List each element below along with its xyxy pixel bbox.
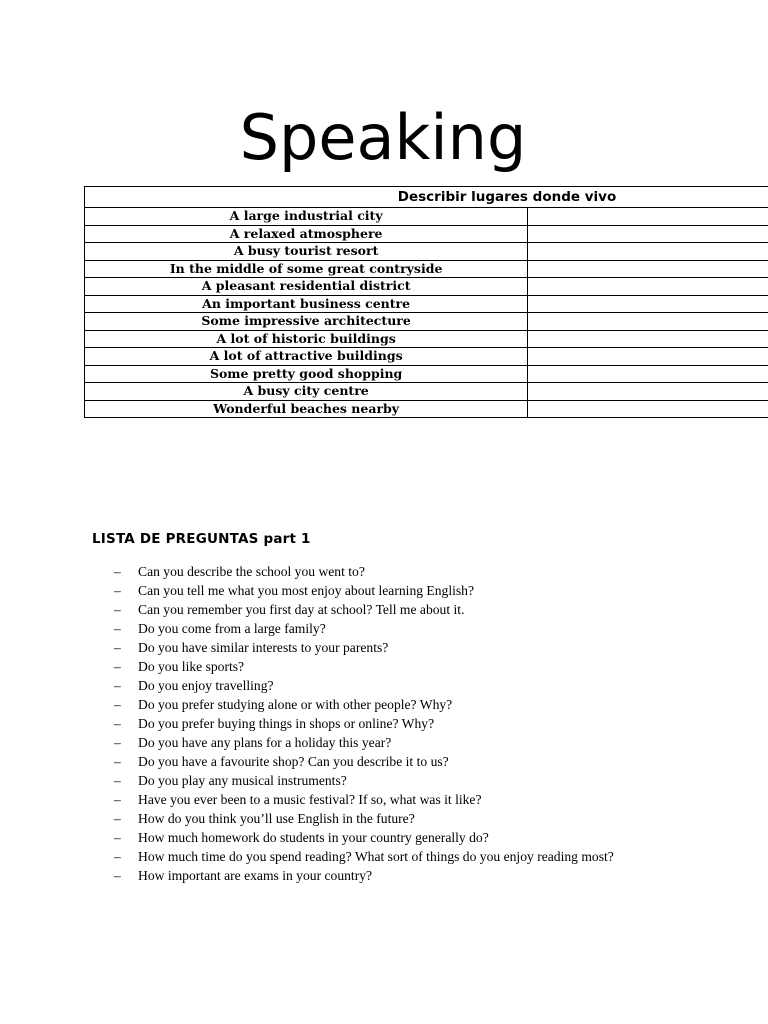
questions-heading: LISTA DE PREGUNTAS part 1 (92, 531, 311, 547)
question-text: How much time do you spend reading? What sort of things do you enjoy reading most? (138, 849, 614, 864)
question-item (114, 638, 654, 657)
place-cell: A lot of historic buildings (85, 330, 528, 348)
question-item (114, 752, 654, 771)
place-cell: Wonderful beaches nearby (85, 400, 528, 418)
table-row (85, 243, 768, 261)
answer-cell (528, 383, 768, 401)
question-text: How much homework do students in your country generally do? (138, 830, 489, 845)
dash-bullet: – (114, 735, 121, 750)
question-item (114, 676, 654, 695)
table-row (85, 383, 768, 401)
questions-list (114, 562, 654, 885)
question-text: Do you play any musical instruments? (138, 773, 347, 788)
dash-bullet: – (114, 621, 121, 636)
question-item (114, 771, 654, 790)
question-text: How important are exams in your country? (138, 868, 373, 883)
answer-cell (528, 208, 768, 226)
question-text: Do you prefer studying alone or with other people? Why? (138, 697, 453, 712)
place-cell: A relaxed atmosphere (85, 225, 528, 243)
question-item (114, 600, 654, 619)
question-text: Can you remember you first day at school? Tell me about it. (138, 602, 465, 617)
question-text: Do you enjoy travelling? (138, 678, 274, 693)
question-text: Do you have any plans for a holiday this year? (138, 735, 392, 750)
table-row (85, 260, 768, 278)
table-row (85, 208, 768, 226)
page-title: Speaking (239, 101, 527, 174)
table-row (85, 400, 768, 418)
place-cell: A large industrial city (85, 208, 528, 226)
dash-bullet: – (114, 792, 121, 807)
question-item (114, 619, 654, 638)
answer-cell (528, 243, 768, 261)
place-cell: Some impressive architecture (85, 313, 528, 331)
answer-cell (528, 225, 768, 243)
table-header: Describir lugares donde vivo (85, 187, 768, 208)
question-text: How do you think you’ll use English in the future? (138, 811, 415, 826)
place-cell: In the middle of some great contryside (85, 260, 528, 278)
answer-cell (528, 260, 768, 278)
answer-cell (528, 348, 768, 366)
dash-bullet: – (114, 754, 121, 769)
dash-bullet: – (114, 602, 121, 617)
dash-bullet: – (114, 640, 121, 655)
question-item (114, 657, 654, 676)
question-item (114, 733, 654, 752)
dash-bullet: – (114, 849, 121, 864)
table-row (85, 278, 768, 296)
place-cell: A busy tourist resort (85, 243, 528, 261)
dash-bullet: – (114, 564, 121, 579)
question-text: Can you describe the school you went to? (138, 564, 365, 579)
table-row (85, 365, 768, 383)
question-text: Can you tell me what you most enjoy about learning English? (138, 583, 475, 598)
places-table (84, 186, 768, 418)
table-row (85, 330, 768, 348)
place-cell: A lot of attractive buildings (85, 348, 528, 366)
table-row (85, 295, 768, 313)
answer-cell (528, 295, 768, 313)
question-item (114, 847, 654, 866)
answer-cell (528, 365, 768, 383)
dash-bullet: – (114, 583, 121, 598)
question-item (114, 809, 654, 828)
question-text: Do you have similar interests to your parents? (138, 640, 389, 655)
question-item (114, 562, 654, 581)
table-row (85, 225, 768, 243)
dash-bullet: – (114, 659, 121, 674)
answer-cell (528, 400, 768, 418)
question-text: Do you have a favourite shop? Can you describe it to us? (138, 754, 449, 769)
dash-bullet: – (114, 773, 121, 788)
answer-cell (528, 330, 768, 348)
dash-bullet: – (114, 678, 121, 693)
question-item (114, 866, 654, 885)
question-item (114, 714, 654, 733)
place-cell: An important business centre (85, 295, 528, 313)
question-item (114, 695, 654, 714)
question-item (114, 828, 654, 847)
dash-bullet: – (114, 830, 121, 845)
dash-bullet: – (114, 716, 121, 731)
place-cell: Some pretty good shopping (85, 365, 528, 383)
dash-bullet: – (114, 697, 121, 712)
place-cell: A pleasant residential district (85, 278, 528, 296)
answer-cell (528, 278, 768, 296)
table-header-row (85, 187, 768, 208)
dash-bullet: – (114, 811, 121, 826)
answer-cell (528, 313, 768, 331)
question-text: Do you prefer buying things in shops or online? Why? (138, 716, 435, 731)
dash-bullet: – (114, 868, 121, 883)
question-item (114, 790, 654, 809)
place-cell: A busy city centre (85, 383, 528, 401)
question-text: Do you like sports? (138, 659, 245, 674)
question-text: Do you come from a large family? (138, 621, 326, 636)
table-row (85, 348, 768, 366)
table-row (85, 313, 768, 331)
question-item (114, 581, 654, 600)
question-text: Have you ever been to a music festival? If so, what was it like? (138, 792, 482, 807)
